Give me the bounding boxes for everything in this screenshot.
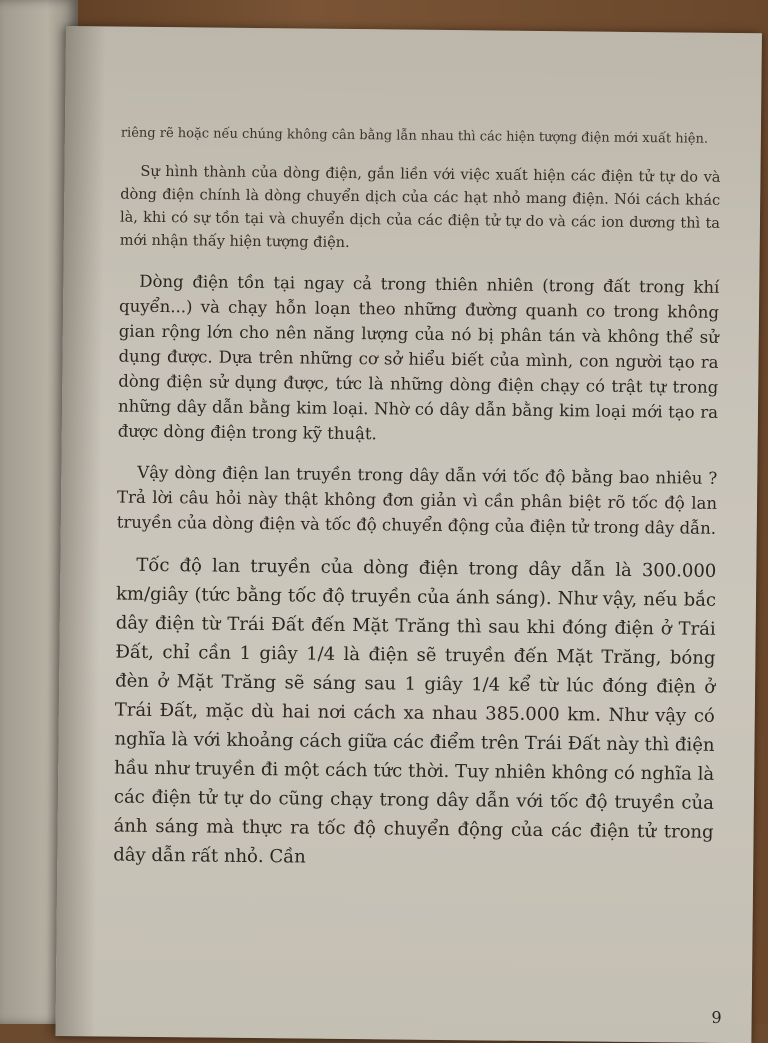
- book-page: [55, 26, 762, 1043]
- page-text: [113, 123, 721, 892]
- page-number: 9: [711, 1007, 722, 1027]
- paragraph-2: Sự hình thành của dòng điện, gắn liền với việc xuất hiện các điện tử tự do và dòng điện chính là dòng chuyển dịch của các hạt nhỏ mang điện. Nói cách khác là, khi có sự tồn tại và chuyển dịch của các điện tử tự do và các ion dương thì ta mới nhận thấy hiện tượng điện.: [119, 163, 721, 251]
- paragraph-5: Tốc độ lan truyền của dòng điện trong dây dẫn là 300.000 km/giây (tức bằng tốc độ truyền của ánh sáng). Như vậy, nếu bắc dây điện từ Trái Đất đến Mặt Trăng thì sau khi đóng điện ở Trái Đất, chỉ cần 1 giây 1/4 là điện sẽ truyền đến Mặt Trăng, bóng đèn ở Mặt Trăng sẽ sáng sau 1 giây 1/4 kể từ lúc đóng điện ở Trái Đất, mặc dù hai nơi cách xa nhau 385.000 km. Như vậy có nghĩa là với khoảng cách giữa các điểm trên Trái Đất này thì điện hầu như truyền đi một cách tức thời. Tuy nhiên không có nghĩa là các điện tử tự do cũng chạy trong dây dẫn với tốc độ truyền của ánh sáng mà thực ra tốc độ chuyển động của các điện tử trong dây dẫn rất nhỏ. Cần: [113, 554, 717, 868]
- paragraph-1: riêng rẽ hoặc nếu chúng không cân bằng lẫn nhau thì các hiện tượng điện mới xuất hiện.: [120, 125, 709, 147]
- paragraph-4: Vậy dòng điện lan truyền trong dây dẫn với tốc độ bằng bao nhiêu ? Trả lời câu hỏi này thật không đơn giản vì cần phân biệt rõ tốc độ lan truyền của dòng điện và tốc độ chuyển động của điện tử trong dây dẫn.: [116, 462, 718, 538]
- paragraph-3: Dòng điện tồn tại ngay cả trong thiên nhiên (trong đất trong khí quyển...) và chạy hỗn loạn theo những đường quanh co trong không gian rộng lớn cho nên năng lượng của nó bị phân tán và không thể sử dụng được. Dựa trên những cơ sở hiểu biết của mình, con người tạo ra dòng điện sử dụng được, tức là những dòng điện chạy có trật tự trong những dây dẫn bằng kim loại. Nhờ có dây dẫn bằng kim loại mới tạo ra được dòng điện trong kỹ thuật.: [117, 271, 720, 444]
